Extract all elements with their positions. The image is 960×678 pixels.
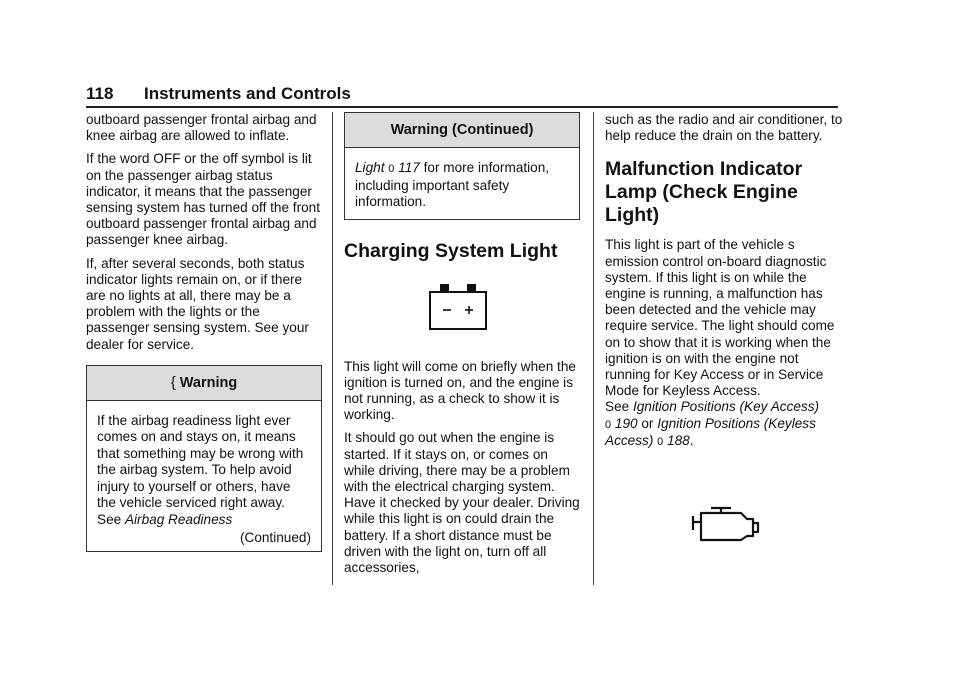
column-divider-left	[332, 112, 333, 585]
page-ref-arrow-icon: 0	[605, 418, 612, 431]
check-engine-icon	[687, 500, 761, 542]
warning-text: If the airbag readiness light ever comes on and stays on, it means that something may be wrong with the airbag system. To help avoid injury to yourself or others, have the vehicle serviced right away. See	[97, 412, 304, 527]
page-ref-arrow-icon: 0	[388, 163, 395, 175]
continued-label: (Continued)	[239, 530, 311, 546]
engine-icon-wrap	[605, 500, 843, 542]
paragraph: If, after several seconds, both status indicator lights remain on, or if there are no lights at all, there may be a problem with the lights or the passenger sensing system. See your dealer for service.	[86, 255, 309, 352]
page-number: 118	[86, 84, 114, 103]
column-middle	[344, 112, 580, 583]
or-label: or	[637, 415, 658, 431]
page-ref-arrow-icon: 0	[657, 435, 664, 448]
airbag-light-link[interactable]: Light	[355, 160, 385, 175]
airbag-readiness-link[interactable]: Airbag Readiness	[124, 511, 233, 527]
warning-header	[87, 366, 321, 401]
paragraph: This light will come on briefly when the ignition is turned on, and the engine is not running, as a check to show it is working.	[344, 358, 576, 423]
page-header	[86, 82, 838, 108]
warning-symbol-icon: {	[170, 373, 176, 391]
ignition-key-access-link[interactable]: Ignition Positions (Key Access)	[632, 399, 820, 415]
warning-box	[86, 365, 322, 552]
column-left	[86, 112, 322, 552]
paragraph: outboard passenger frontal airbag and knee airbag are allowed to inflate.	[86, 112, 317, 144]
page-ref[interactable]: 190	[614, 415, 638, 431]
see-label: See	[605, 399, 633, 415]
page-ref[interactable]: 188	[667, 432, 690, 448]
period: .	[689, 432, 694, 448]
warning-body	[87, 401, 321, 551]
warning-continued-box	[344, 112, 580, 220]
paragraph: such as the radio and air conditioner, to help reduce the drain on the battery.	[605, 112, 843, 144]
paragraph	[605, 237, 843, 450]
paragraph: If the word OFF or the off symbol is lit on the passenger airbag status indicator, it means that the passenger sensing system has turned off the front outboard passenger frontal airbag and passenger knee airbag.	[86, 151, 320, 248]
malfunction-indicator-heading: Malfunction Indicator Lamp (Check Engine Light)	[605, 158, 803, 227]
ignition-keyless-access-link[interactable]: Ignition Positions (Keyless Access)	[605, 415, 816, 448]
battery-icon-wrap	[344, 283, 580, 333]
column-divider-right	[593, 112, 594, 585]
mil-text: This light is part of the vehicle s emission control on-board diagnostic system. If this light is on while the engine is running, a malfunction has been detected and the vehicle may require service. The light should come on to show that it is working when the ignition is on with the engine not running for Key Access or in Service Mode for Keyless Access.	[605, 237, 835, 399]
page-ref[interactable]: 117	[398, 160, 420, 175]
paragraph: It should go out when the engine is started. If it stays on, or comes on while driving, there may be a problem with the electrical charging system. Have it checked by your dealer. Driving while this light is on could drain the battery. If a short distance must be driven with the light on, turn off all accessories,	[344, 430, 580, 575]
charging-system-heading: Charging System Light	[344, 239, 558, 262]
warning-continued-body	[345, 148, 579, 219]
battery-icon	[427, 283, 497, 333]
warning-continued-header: Warning (Continued)	[345, 113, 579, 148]
column-right	[605, 112, 843, 542]
warning-continued-text: for more information, including important safety information.	[355, 160, 550, 209]
section-title: Instruments and Controls	[144, 84, 351, 103]
warning-title: Warning	[179, 374, 238, 391]
